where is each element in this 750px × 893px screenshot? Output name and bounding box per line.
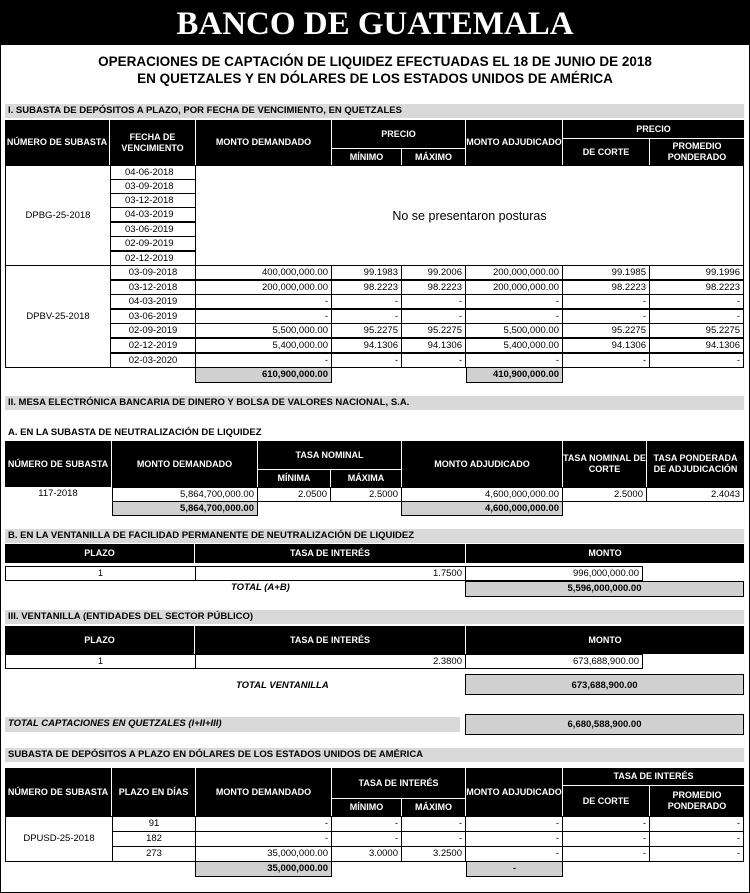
monto-demandado-cell: 400,000,000.00 bbox=[195, 265, 332, 280]
col-header-de-corte-usd: DE CORTE bbox=[563, 786, 649, 816]
monto-adjudicado-cell: 5,500,000.00 bbox=[465, 323, 563, 338]
col-header-tasa-3: TASA DE INTERÉS bbox=[195, 626, 465, 654]
precio-maximo-cell: 94.1306 bbox=[401, 338, 466, 353]
section-3-heading: III. VENTANILLA (ENTIDADES DEL SECTOR PÚBLICO) bbox=[5, 610, 744, 624]
col-header-promedio-usd: PROMEDIO PONDERADO bbox=[650, 786, 744, 816]
section-2b-heading: B. EN LA VENTANILLA DE FACILIDAD PERMANENTE DE NEUTRALIZACIÓN DE LIQUIDEZ bbox=[5, 529, 744, 543]
monto-demandado-cell: - bbox=[195, 353, 332, 368]
col-header-plazo-2b: PLAZO bbox=[5, 544, 194, 563]
col-header-fecha-vencimiento: FECHA DE VENCIMIENTO bbox=[110, 120, 195, 165]
col-header-minima: MÍNIMA bbox=[258, 470, 330, 487]
total-monto-adjudicado: 410,900,000.00 bbox=[466, 367, 563, 383]
tasa-corte-cell: - bbox=[562, 831, 650, 847]
fecha-cell: 03-12-2018 bbox=[110, 280, 196, 295]
tasa-cell: 2.3800 bbox=[195, 654, 466, 669]
subasta-number-cell: 117-2018 bbox=[38, 488, 78, 499]
precio-corte-cell: 94.1306 bbox=[562, 338, 650, 353]
plazo-cell: 1 bbox=[5, 654, 196, 669]
col-header-tasa-2b: TASA DE INTERÉS bbox=[195, 544, 465, 563]
monto-demandado-cell: - bbox=[195, 309, 332, 324]
col-header-precio: PRECIO bbox=[332, 120, 465, 148]
grand-total-label: TOTAL CAPTACIONES EN QUETZALES (I+II+III) bbox=[5, 717, 460, 732]
fecha-cell: 03-09-2018 bbox=[110, 265, 196, 280]
monto-demandado-cell: - bbox=[195, 816, 332, 832]
monto-adjudicado-cell: - bbox=[465, 294, 563, 309]
precio-minimo-cell: 99.1983 bbox=[331, 265, 402, 280]
precio-promedio-cell: 99.1996 bbox=[649, 265, 744, 280]
fecha-cell: 02-09-2019 bbox=[110, 323, 196, 338]
col-header-monto-3: MONTO bbox=[466, 626, 744, 654]
fecha-cell: 03-06-2019 bbox=[110, 309, 196, 324]
precio-corte-cell: - bbox=[562, 353, 650, 368]
total-monto-demandado: 610,900,000.00 bbox=[195, 367, 332, 383]
plazo-dias-cell: 182 bbox=[112, 831, 196, 847]
total-ventanilla-value: 673,688,900.00 bbox=[465, 674, 744, 695]
tasa-cell: 1.7500 bbox=[195, 566, 466, 581]
precio-minimo-cell: - bbox=[331, 353, 402, 368]
date-cell: 02-09-2019 bbox=[110, 236, 196, 251]
section-2-heading: II. MESA ELECTRÓNICA BANCARIA DE DINERO Y BOLSA DE VALORES NACIONAL, S.A. bbox=[5, 396, 744, 410]
monto-demandado-cell: 5,400,000.00 bbox=[195, 338, 332, 353]
col-header-numero-subasta: NÚMERO DE SUBASTA bbox=[5, 120, 109, 165]
col-header-maximo: MÁXIMO bbox=[402, 149, 465, 165]
bank-title: BANCO DE GUATEMALA bbox=[1, 1, 749, 45]
col-header-monto-adjudicado-2a: MONTO ADJUDICADO bbox=[402, 441, 562, 487]
col-header-monto-2b: MONTO bbox=[466, 544, 744, 563]
total-ventanilla-label: TOTAL VENTANILLA bbox=[236, 680, 329, 691]
subasta-name-dpbg: DPBG-25-2018 bbox=[5, 165, 111, 266]
col-header-maxima: MÁXIMA bbox=[331, 470, 401, 487]
col-header-monto-demandado: MONTO DEMANDADO bbox=[196, 120, 331, 165]
precio-minimo-cell: - bbox=[331, 294, 402, 309]
monto-demandado-cell: - bbox=[195, 831, 332, 847]
tasa-corte-cell: - bbox=[562, 846, 650, 862]
total-ab-value: 5,596,000,000.00 bbox=[465, 581, 744, 597]
col-header-promedio-ponderado: PROMEDIO PONDERADO bbox=[650, 139, 744, 165]
total-ab-label: TOTAL (A+B) bbox=[231, 582, 290, 593]
date-cell: 04-03-2019 bbox=[110, 207, 196, 222]
section-1-heading: I. SUBASTA DE DEPÓSITOS A PLAZO, POR FECHA DE VENCIMIENTO, EN QUETZALES bbox=[5, 104, 744, 118]
col-header-tasa-nominal-corte: TASA NOMINAL DE CORTE bbox=[563, 441, 646, 487]
report-title-line1: OPERACIONES DE CAPTACIÓN DE LIQUIDEZ EFECTUADAS EL 18 DE JUNIO DE 2018 bbox=[98, 54, 652, 69]
precio-promedio-cell: - bbox=[649, 309, 744, 324]
subasta-name-dpbv: DPBV-25-2018 bbox=[5, 265, 111, 368]
col-header-numero-subasta-2a: NÚMERO DE SUBASTA bbox=[5, 441, 111, 487]
col-header-plazo-dias: PLAZO EN DÍAS bbox=[112, 768, 195, 816]
date-cell: 02-12-2019 bbox=[110, 251, 196, 266]
section-2a-heading: A. EN LA SUBASTA DE NEUTRALIZACIÓN DE LIQUIDEZ bbox=[8, 427, 262, 438]
monto-demandado-cell: 5,500,000.00 bbox=[195, 323, 332, 338]
tasa-promedio-cell: - bbox=[649, 816, 744, 832]
tasa-promedio-cell: - bbox=[649, 846, 744, 862]
tasa-maxima-cell: - bbox=[401, 831, 466, 847]
precio-promedio-cell: 98.2223 bbox=[649, 280, 744, 295]
monto-demandado-cell: 35,000,000.00 bbox=[195, 846, 332, 862]
section-usd-heading: SUBASTA DE DEPÓSITOS A PLAZO EN DÓLARES DE LOS ESTADOS UNIDOS DE AMÉRICA bbox=[5, 748, 744, 762]
col-header-monto-adjudicado-usd: MONTO ADJUDICADO bbox=[466, 768, 562, 816]
precio-corte-cell: - bbox=[562, 294, 650, 309]
precio-promedio-cell: - bbox=[649, 353, 744, 368]
plazo-dias-cell: 91 bbox=[112, 816, 196, 832]
tasa-ponderada-cell: 2.4043 bbox=[646, 487, 744, 502]
monto-adjudicado-cell: - bbox=[465, 846, 563, 862]
date-cell: 03-09-2018 bbox=[110, 179, 196, 194]
precio-maximo-cell: - bbox=[401, 353, 466, 368]
monto-demandado-cell: 200,000,000.00 bbox=[195, 280, 332, 295]
col-header-de-corte: DE CORTE bbox=[563, 139, 649, 165]
precio-minimo-cell: 95.2275 bbox=[331, 323, 402, 338]
date-cell: 03-06-2019 bbox=[110, 222, 196, 237]
col-header-monto-demandado-usd: MONTO DEMANDADO bbox=[196, 768, 331, 816]
monto-adjudicado-cell: - bbox=[465, 831, 563, 847]
precio-maximo-cell: 95.2275 bbox=[401, 323, 466, 338]
precio-maximo-cell: - bbox=[401, 294, 466, 309]
tasa-maxima-cell: 2.5000 bbox=[330, 487, 402, 502]
col-header-numero-subasta-usd: NÚMERO DE SUBASTA bbox=[5, 768, 111, 816]
total-monto-demandado-usd: 35,000,000.00 bbox=[195, 861, 332, 877]
precio-promedio-cell: 95.2275 bbox=[649, 323, 744, 338]
monto-demandado-cell: 5,864,700,000.00 bbox=[112, 487, 258, 502]
monto-adjudicado-cell: - bbox=[465, 353, 563, 368]
total-monto-demandado-2a: 5,864,700,000.00 bbox=[112, 501, 258, 516]
precio-corte-cell: - bbox=[562, 309, 650, 324]
plazo-dias-cell: 273 bbox=[112, 846, 196, 862]
tasa-corte-cell: 2.5000 bbox=[562, 487, 647, 502]
col-header-precio-2: PRECIO bbox=[563, 120, 744, 138]
monto-demandado-cell: - bbox=[195, 294, 332, 309]
monto-adjudicado-cell: - bbox=[465, 309, 563, 324]
precio-minimo-cell: 94.1306 bbox=[331, 338, 402, 353]
precio-minimo-cell: 98.2223 bbox=[331, 280, 402, 295]
precio-maximo-cell: 98.2223 bbox=[401, 280, 466, 295]
tasa-minima-cell: 2.0500 bbox=[257, 487, 331, 502]
precio-promedio-cell: 94.1306 bbox=[649, 338, 744, 353]
col-header-minimo: MÍNIMO bbox=[332, 149, 401, 165]
fecha-cell: 02-03-2020 bbox=[110, 353, 196, 368]
col-header-maximo-usd: MÁXIMO bbox=[402, 799, 465, 816]
tasa-minima-cell: - bbox=[331, 816, 402, 832]
fecha-cell: 02-12-2019 bbox=[110, 338, 196, 353]
monto-adjudicado-cell: 4,600,000,000.00 bbox=[401, 487, 563, 502]
tasa-corte-cell: - bbox=[562, 816, 650, 832]
tasa-minima-cell: 3.0000 bbox=[331, 846, 402, 862]
col-header-plazo-3: PLAZO bbox=[5, 626, 194, 654]
precio-corte-cell: 99.1985 bbox=[562, 265, 650, 280]
report-title-line2: EN QUETZALES Y EN DÓLARES DE LOS ESTADOS UNIDOS DE AMÉRICA bbox=[137, 71, 613, 86]
monto-adjudicado-cell: 5,400,000.00 bbox=[465, 338, 563, 353]
monto-adjudicado-cell: 200,000,000.00 bbox=[465, 280, 563, 295]
col-header-minimo-usd: MÍNIMO bbox=[332, 799, 401, 816]
precio-maximo-cell: - bbox=[401, 309, 466, 324]
col-header-tasa-nominal: TASA NOMINAL bbox=[258, 441, 401, 469]
no-posturas-note: No se presentaron posturas bbox=[195, 165, 744, 266]
col-header-tasa-usd: TASA DE INTERÉS bbox=[332, 768, 465, 798]
monto-cell: 996,000,000.00 bbox=[465, 566, 643, 581]
precio-promedio-cell: - bbox=[649, 294, 744, 309]
fecha-cell: 04-03-2019 bbox=[110, 294, 196, 309]
total-monto-adjudicado-usd: - bbox=[466, 861, 563, 877]
precio-minimo-cell: - bbox=[331, 309, 402, 324]
monto-adjudicado-cell: - bbox=[465, 816, 563, 832]
plazo-cell: 1 bbox=[5, 566, 196, 581]
col-header-monto-adjudicado: MONTO ADJUDICADO bbox=[466, 120, 562, 165]
precio-corte-cell: 98.2223 bbox=[562, 280, 650, 295]
monto-adjudicado-cell: 200,000,000.00 bbox=[465, 265, 563, 280]
tasa-minima-cell: - bbox=[331, 831, 402, 847]
precio-maximo-cell: 99.2006 bbox=[401, 265, 466, 280]
total-monto-adjudicado-2a: 4,600,000,000.00 bbox=[401, 501, 563, 516]
date-cell: 04-06-2018 bbox=[110, 165, 196, 180]
tasa-maxima-cell: - bbox=[401, 816, 466, 832]
col-header-tasa-usd-2: TASA DE INTERÉS bbox=[563, 768, 744, 785]
date-cell: 03-12-2018 bbox=[110, 193, 196, 208]
col-header-tasa-ponderada: TASA PONDERADA DE ADJUDICACIÓN bbox=[647, 441, 744, 487]
grand-total-value: 6,680,588,900.00 bbox=[465, 714, 744, 735]
tasa-maxima-cell: 3.2500 bbox=[401, 846, 466, 862]
subasta-name-dpusd: DPUSD-25-2018 bbox=[5, 816, 113, 862]
precio-corte-cell: 95.2275 bbox=[562, 323, 650, 338]
monto-cell: 673,688,900.00 bbox=[465, 654, 643, 669]
tasa-promedio-cell: - bbox=[649, 831, 744, 847]
col-header-monto-demandado-2a: MONTO DEMANDADO bbox=[112, 441, 257, 487]
